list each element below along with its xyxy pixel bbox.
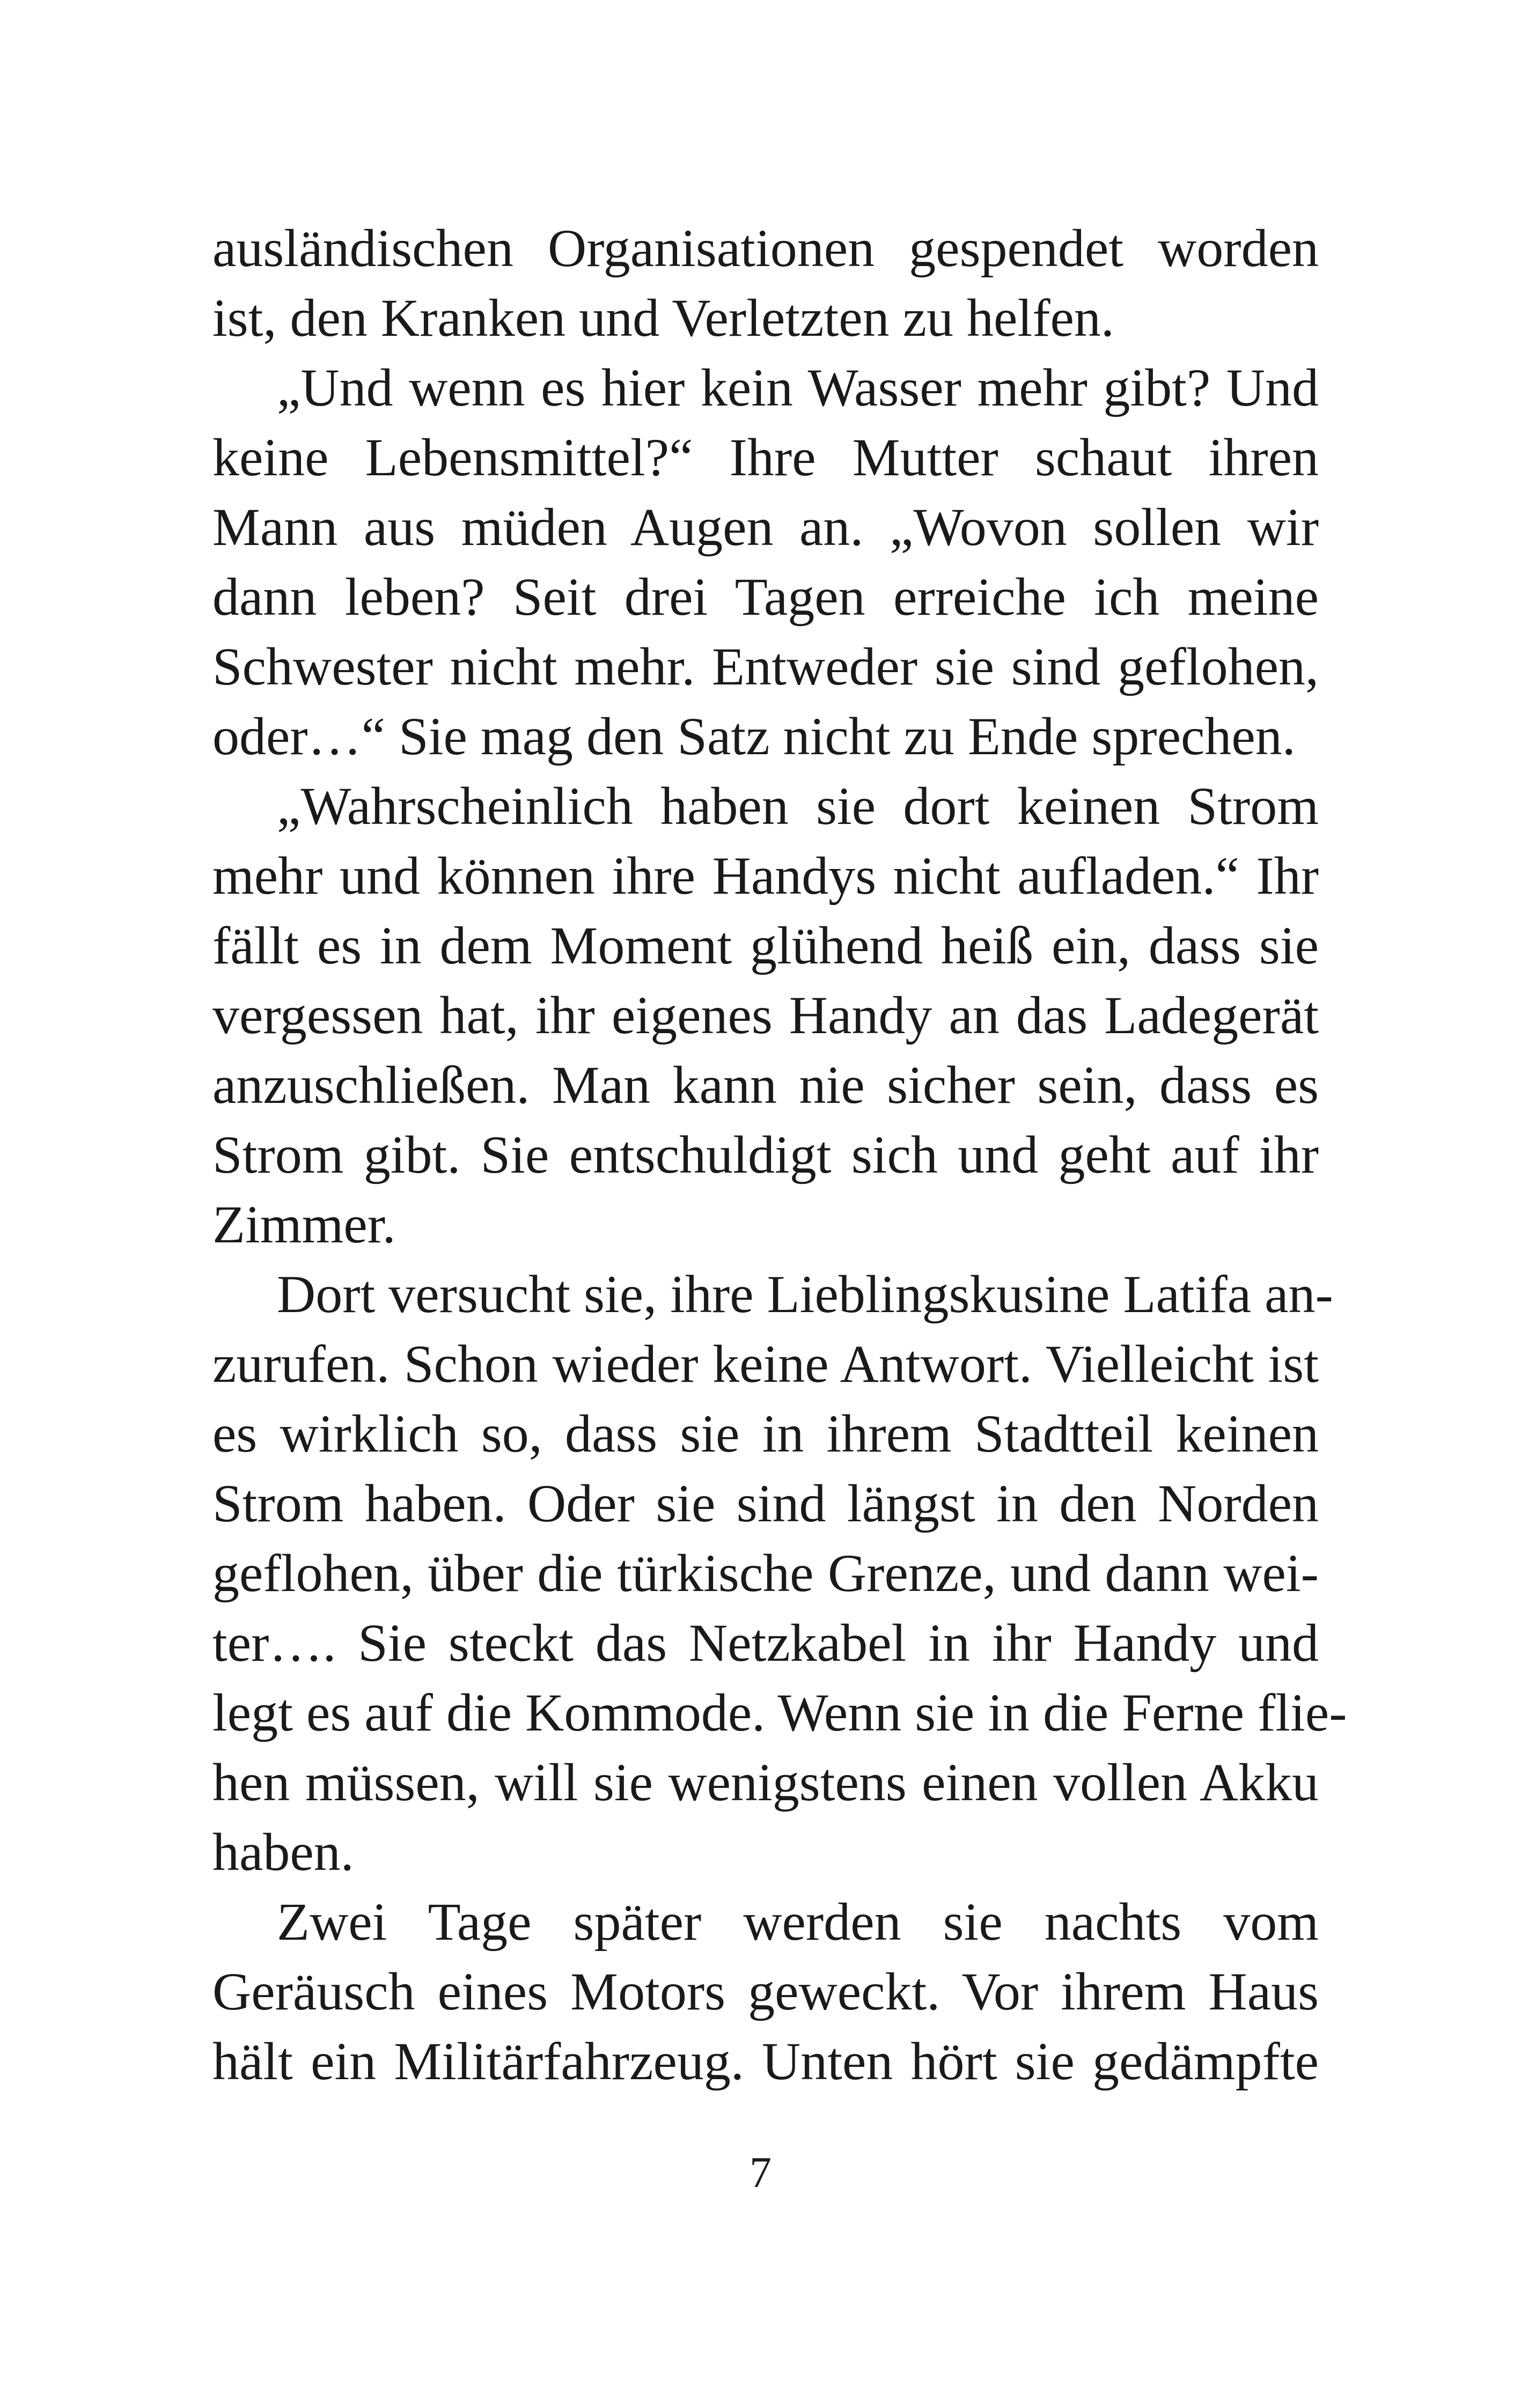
text-line: Strom haben. Oder sie sind längst in den Norden	[212, 1474, 1319, 1533]
text-line: vergessen hat, ihr eigenes Handy an das Ladegerät	[212, 985, 1319, 1045]
text-line: keine Lebensmittel?“ Ihre Mutter schaut ihren	[212, 428, 1319, 487]
text-line: hen müssen, will sie wenigstens einen vollen Akku	[212, 1752, 1319, 1812]
text-line: ist, den Kranken und Verletzten zu helfen.	[212, 288, 1114, 348]
text-line: legt es auf die Kommode. Wenn sie in die Ferne flie-	[212, 1683, 1347, 1742]
text-line: ter…. Sie steckt das Netzkabel in ihr Handy und	[212, 1613, 1319, 1673]
text-line: anzuschließen. Man kann nie sicher sein, dass es	[212, 1055, 1319, 1115]
text-line: fällt es in dem Moment glühend heiß ein, dass sie	[212, 916, 1319, 975]
text-line: Mann aus müden Augen an. „Wovon sollen wir	[212, 497, 1319, 557]
text-line: ausländischen Organisationen gespendet worden	[212, 218, 1319, 278]
text-line: „Und wenn es hier kein Wasser mehr gibt? Und	[277, 358, 1319, 417]
text-line: „Wahrscheinlich haben sie dort keinen Strom	[277, 776, 1319, 836]
page-number: 7	[750, 2148, 771, 2197]
text-line: haben.	[212, 1822, 354, 1882]
text-line: oder…“ Sie mag den Satz nicht zu Ende sprechen.	[212, 706, 1296, 766]
text-line: Strom gibt. Sie entschuldigt sich und geht auf ihr	[212, 1125, 1319, 1184]
text-line: Schwester nicht mehr. Entweder sie sind geflohen,	[212, 637, 1319, 696]
text-line: Geräusch eines Motors geweckt. Vor ihrem Haus	[212, 1962, 1319, 2021]
text-line: es wirklich so, dass sie in ihrem Stadtteil keinen	[212, 1404, 1319, 1463]
text-line: mehr und können ihre Handys nicht aufladen.“ Ihr	[212, 846, 1319, 905]
text-line: Dort versucht sie, ihre Lieblingskusine Latifa an-	[277, 1264, 1333, 1324]
text-line: geflohen, über die türkische Grenze, und dann wei-	[212, 1543, 1319, 1603]
text-line: Zwei Tage später werden sie nachts vom	[277, 1892, 1319, 1952]
text-line: zurufen. Schon wieder keine Antwort. Vielleicht ist	[212, 1334, 1319, 1394]
text-line: Zimmer.	[212, 1195, 396, 1254]
text-line: hält ein Militärfahrzeug. Unten hört sie gedämpfte	[212, 2031, 1319, 2091]
text-line: dann leben? Seit drei Tagen erreiche ich meine	[212, 567, 1319, 627]
body-text	[212, 213, 1347, 2096]
